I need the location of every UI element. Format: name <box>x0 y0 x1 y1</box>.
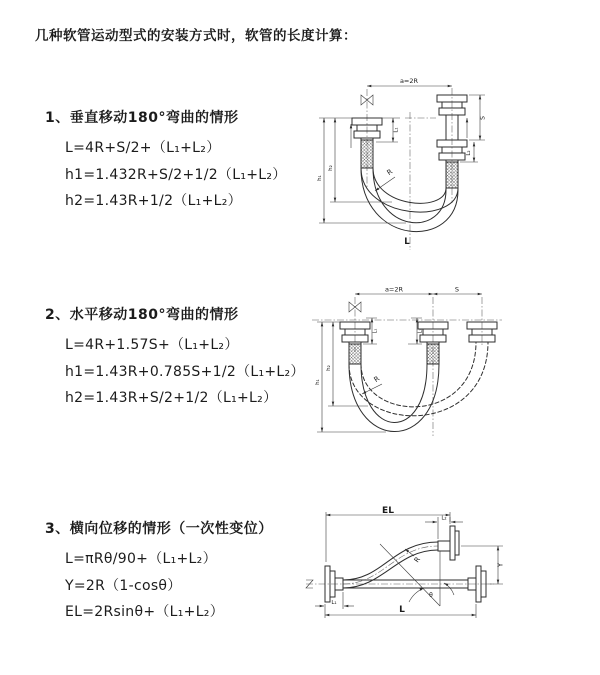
dim-label-a2r: a=2R <box>384 285 404 294</box>
section-horizontal-movement <box>45 304 305 412</box>
braid-section <box>446 162 458 188</box>
formula-line: L=4R+S/2+（L₁+L₂） <box>65 140 221 156</box>
formula-line: Y=2R（1-cosθ） <box>65 577 182 594</box>
radius-label: R <box>412 555 423 565</box>
dim-label-s: S <box>479 116 487 120</box>
formula-line: h2=1.43R+S/2+1/2（L₁+L₂） <box>65 390 278 406</box>
dim-label-l1: L₁ <box>372 328 379 334</box>
formula-line: L=4R+1.57S+（L₁+L₂） <box>65 337 239 353</box>
dim-label-l1: L₁ <box>331 600 337 606</box>
dim-label-l1: L₁ <box>393 127 400 133</box>
dim-label-l2: L₂ <box>466 150 472 156</box>
formula-line: h1=1.432R+S/2+1/2（L₁+L₂） <box>65 166 287 183</box>
section-2-formulas <box>65 332 305 412</box>
dim-label-l2: L₂ <box>417 328 424 334</box>
centerlines <box>306 546 494 588</box>
braid-section <box>361 140 373 168</box>
dim-label-l: L <box>399 605 405 615</box>
dim-label-s: S <box>454 285 460 294</box>
formula-line: h2=1.43R+1/2（L₁+L₂） <box>65 193 242 209</box>
dim-label-y: Y <box>496 562 505 568</box>
right-flange-displaced <box>438 526 459 560</box>
dim-label-h1: h₁ <box>315 379 321 385</box>
dimension-lines <box>315 286 482 433</box>
diagram-vertical-180-bend <box>310 70 600 265</box>
section-2-heading: 2、水平移动180°弯曲的情形 <box>45 307 239 323</box>
section-lateral-displacement <box>45 518 273 626</box>
diagram-horizontal-180-bend <box>310 284 600 456</box>
dim-label-h1: h₁ <box>317 175 323 181</box>
radius-label: R <box>385 167 395 178</box>
dim-label-el: EL <box>382 506 394 516</box>
radius-label: R <box>372 374 382 385</box>
formula-line: EL=2Rsinθ+（L₁+L₂） <box>65 604 225 620</box>
dim-label-h2: h₂ <box>328 165 334 171</box>
section-1-heading: 1、垂直移动180°弯曲的情形 <box>45 110 239 126</box>
braid-section <box>349 344 361 364</box>
section-1-formulas <box>65 135 287 215</box>
formula-line: L=πRθ/90+（L₁+L₂） <box>65 551 217 567</box>
page-title: 几种软管运动型式的安装方式时，软管的长度计算： <box>35 28 357 44</box>
formula-line: h1=1.43R+0.785S+1/2（L₁+L₂） <box>65 363 305 380</box>
section-3-heading: 3、横向位移的情形（一次性变位） <box>45 521 273 537</box>
dim-label-l2: L₂ <box>441 515 447 522</box>
hose-curves <box>349 342 488 432</box>
braid-section <box>427 344 439 364</box>
dim-label-h2: h₂ <box>326 365 332 371</box>
length-label: L <box>404 237 410 247</box>
theta-label: θ <box>429 592 433 599</box>
section-vertical-movement <box>45 107 287 215</box>
hose-curves <box>361 168 458 232</box>
dim-label-a2r: a=2R <box>399 77 419 85</box>
section-3-formulas <box>65 546 273 626</box>
curved-hose <box>343 542 438 588</box>
diagram-lateral-displacement <box>298 504 600 641</box>
